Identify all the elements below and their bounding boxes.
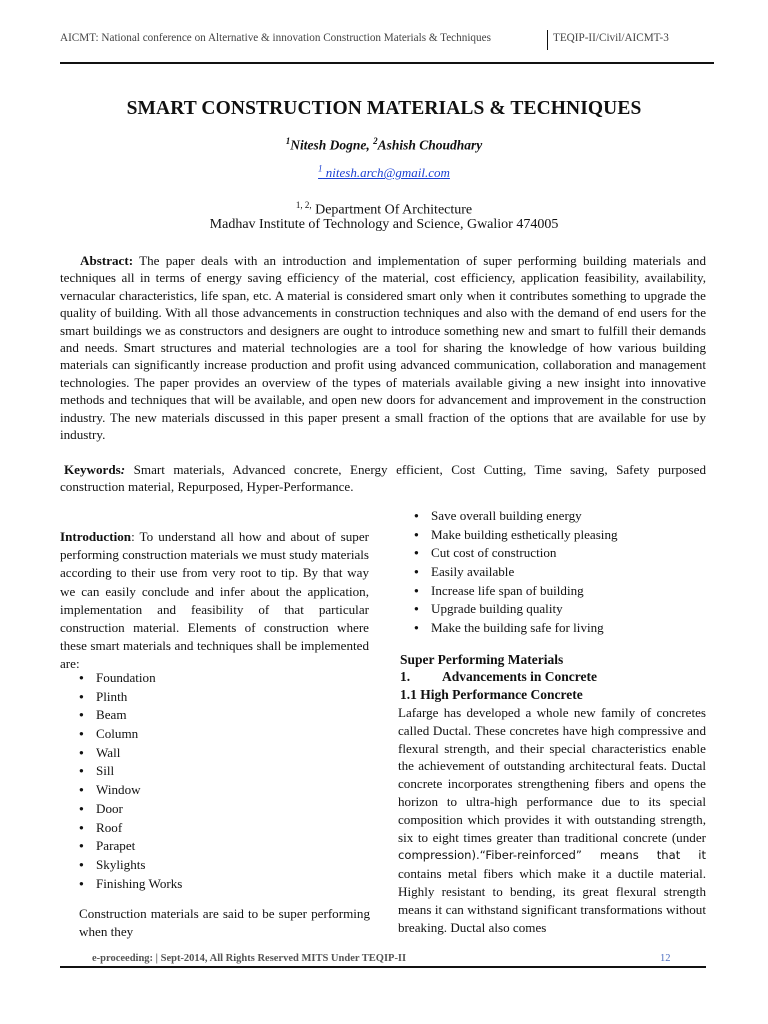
keywords-label: Keywords	[64, 462, 121, 477]
header-rule	[60, 62, 714, 64]
body-text-before: Lafarge has developed a whole new family of concretes called Ductal. These concretes have high compressive and flexural strength, and their special characteristics enable the achievement of outstanding architectural feats. Ductal concrete incorporates strengthening fibers and opens the horizon to ultra-high performance due to its special composition which provides it with outstanding strength, six to eight times greater than traditional concrete (under	[398, 705, 706, 845]
list-item: ● Upgrade building quality	[414, 600, 714, 619]
author-email-link[interactable]	[0, 164, 768, 181]
list-item: ● Make the building safe for living	[414, 619, 714, 638]
benefits-list	[414, 507, 714, 638]
subsection-heading: Advancements in Concrete	[442, 669, 597, 684]
construction-elements-list	[79, 669, 359, 893]
list-item: ● Beam	[79, 706, 359, 725]
dept-text: Department Of Architecture	[311, 202, 473, 218]
body-text-compression: compression).“Fiber-reinforced” means that it	[398, 848, 706, 863]
super-performing-definition	[79, 905, 370, 941]
abstract	[60, 252, 706, 443]
introduction-label: Introduction	[60, 529, 132, 544]
abstract-label: Abstract:	[80, 253, 134, 268]
subsubsection-heading: 1.1 High Performance Concrete	[400, 687, 583, 702]
header-separator	[547, 30, 548, 50]
author2: Ashish Choudhary	[377, 137, 483, 153]
list-item: ● Plinth	[79, 688, 359, 707]
list-item: ● Window	[79, 781, 359, 800]
affiliation-institute: Madhav Institute of Technology and Science, Gwalior 474005	[209, 217, 559, 232]
running-header-code: TEQIP-II/Civil/AICMT-3	[553, 32, 669, 44]
author1: Nitesh Dogne,	[290, 137, 374, 153]
paper-title: SMART CONSTRUCTION MATERIALS & TECHNIQUES	[126, 98, 642, 119]
high-performance-concrete-body	[398, 704, 706, 936]
footer-rule	[60, 966, 706, 968]
introduction-paragraph	[60, 528, 369, 674]
authors	[0, 136, 768, 154]
keywords-text: Smart materials, Advanced concrete, Energy efficient, Cost Cutting, Time saving, Safety purposed construction material, Repurposed, Hyper-Performance.	[60, 462, 706, 495]
list-item: ● Cut cost of construction	[414, 544, 714, 563]
list-item: ● Skylights	[79, 856, 359, 875]
author2-superscript: 2	[373, 136, 378, 146]
introduction-text: : To understand all how and about of super performing construction materials we must study materials according to their use from very root to tip. By that way we can easily conclude and infer about the application, implementation and feasibility of that particular construction material. Elements of construction where these smart materials and techniques shall be implemented are:	[60, 529, 369, 672]
list-item: ● Finishing Works	[79, 875, 359, 894]
page-number: 12	[660, 953, 671, 964]
list-item: ● Save overall building energy	[414, 507, 714, 526]
list-item: ● Increase life span of building	[414, 582, 714, 601]
keywords-colon: :	[120, 462, 126, 477]
list-item: ● Sill	[79, 762, 359, 781]
dept-superscript: 1, 2,	[295, 200, 312, 210]
author1-superscript: 1	[285, 136, 291, 146]
list-item: ● Parapet	[79, 837, 359, 856]
list-item: ● Door	[79, 800, 359, 819]
subsection-number: 1.	[400, 669, 411, 684]
list-item: ● Roof	[79, 819, 359, 838]
super-performing-text: Construction materials are said to be super performing when they	[79, 906, 370, 939]
email-superscript: 1	[318, 164, 323, 174]
list-item: ● Wall	[79, 744, 359, 763]
list-item: ● Foundation	[79, 669, 359, 688]
list-item: ● Make building esthetically pleasing	[414, 526, 714, 545]
abstract-text: The paper deals with an introduction and implementation of super performing building materials and techniques all in terms of energy saving efficiency of the material, cost efficiency, application feasibility, availability, vernacular characteristics, life span, etc. A material is considered smart only when it contributes something to upgrade the quality of building. With all those advancements in construction techniques and also with the demand of end users for the smart buildings we as constructors and designers are ought to introduce something new and smart to fulfill their demands and needs. Smart structures and material technologies are a tool for sharing the knowledge of how various building materials can significantly increase production and profit using advanced communication, collaboration and management technologies. The paper provides an overview of the types of materials available giving a new insight into innovative methods and techniques that will be available, and open new doors for advancement and improvement in the construction industry. The new materials discussed in this paper present a small fraction of the options that are available for use by industry.	[60, 253, 706, 443]
affiliation-department	[0, 200, 768, 219]
list-item: ● Easily available	[414, 563, 714, 582]
list-item: ● Column	[79, 725, 359, 744]
email-text[interactable]: nitesh.arch@gmail.com	[322, 165, 450, 181]
footer-text: e-proceeding: | Sept-2014, All Rights Reserved MITS Under TEQIP-II	[92, 953, 407, 964]
body-text-after: contains metal fibers which make it a ductile material. Highly resistant to bending, its great flexural strength means it can withstand significant transformations without breaking. Ductal also comes	[398, 866, 706, 935]
section-heading: Super Performing Materials	[400, 652, 564, 667]
running-header-conference: AICMT: National conference on Alternative & innovation Construction Materials & Techniques	[60, 32, 491, 44]
keywords	[60, 461, 706, 496]
